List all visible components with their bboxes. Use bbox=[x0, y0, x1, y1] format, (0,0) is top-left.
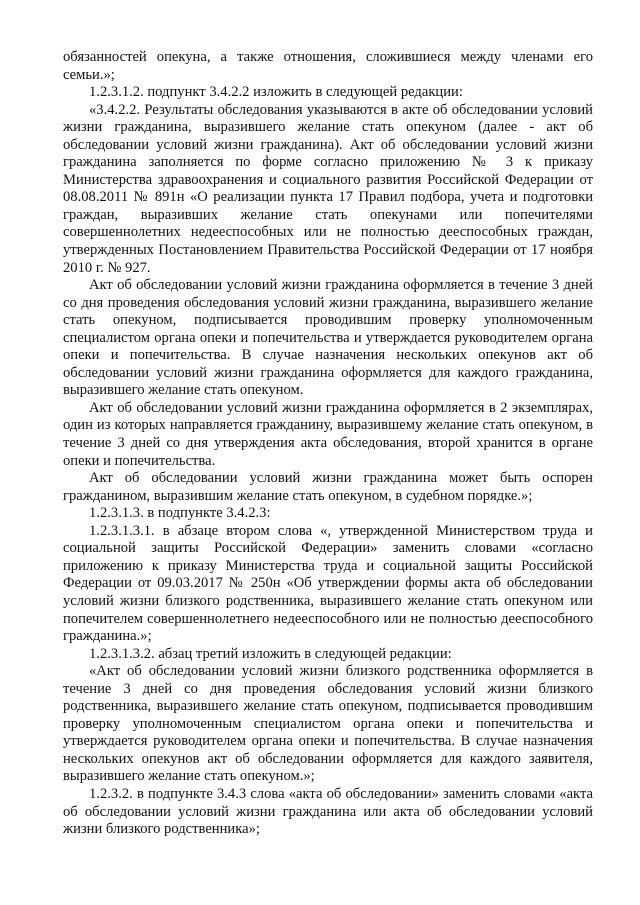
paragraph-3: «3.4.2.2. Результаты обследования указываются в акте об обследовании условий жизни гражданина, выразившего желание стать опекуном (далее - акт об обследовании условий жизни гражданина). Акт об обследовании условий жизни гражданина заполняется по форме согласно приложению № 3 к приказу Министерства здравоохранения и социального развития Российской Федерации от 08.08.2011 № 891н «О реализации пункта 17 Правил подбора, учета и подготовки граждан, выразивших желание стать опекунами или попечителями совершеннолетних недееспособных или не полностью дееспособных граждан, утвержденных Постановлением Правительства Российской Федерации от 17 ноября 2010 г. № 927. bbox=[63, 101, 593, 276]
paragraph-2: 1.2.3.1.2. подпункт 3.4.2.2 изложить в следующей редакции: bbox=[89, 84, 463, 101]
paragraph-7: 1.2.3.1.3. в подпункте 3.4.2.3: bbox=[89, 505, 271, 522]
document-body bbox=[63, 49, 593, 839]
paragraph-1: обязанностей опекуна, а также отношения, сложившиеся между членами его семьи.»; bbox=[63, 49, 593, 83]
paragraph-6: Акт об обследовании условий жизни гражданина может быть оспорен гражданином, выразившим желание стать опекуном, в судебном порядке.»; bbox=[63, 470, 593, 504]
paragraph-4: Акт об обследовании условий жизни гражданина оформляется в течение 3 дней со дня проведения обследования условий жизни гражданина, выразившего желание стать опекуном, подписывается проводившим проверку уполномоченным специалистом органа опеки и попечительства и утверждается руководителем органа опеки и попечительства. В случае назначения нескольких опекунов акт об обследовании условий жизни гражданина оформляется для каждого гражданина, выразившего желание стать опекуном. bbox=[63, 277, 593, 399]
paragraph-11: 1.2.3.2. в подпункте 3.4.3 слова «акта об обследовании» заменить словами «акта об обследовании условий жизни гражданина или акта об обследовании условий жизни близкого родственника»; bbox=[63, 785, 593, 838]
paragraph-10: «Акт об обследовании условий жизни близкого родственника оформляется в течение 3 дней со дня проведения обследования условий жизни близкого родственника, выразившего желание стать опекуном, подписывается проводившим проверку уполномоченным специалистом органа опеки и попечительства и утверждается руководителем органа опеки и попечительства. В случае назначения нескольких опекунов акт об обследовании оформляется для каждого заявителя, выразившего желание стать опекуном.»; bbox=[63, 663, 593, 785]
paragraph-5: Акт об обследовании условий жизни гражданина оформляется в 2 экземплярах, один из которых направляется гражданину, выразившему желание стать опекуном, в течение 3 дней со дня утверждения акта обследования, второй хранится в органе опеки и попечительства. bbox=[63, 399, 593, 469]
paragraph-9: 1.2.3.1.3.2. абзац третий изложить в следующей редакции: bbox=[89, 645, 452, 662]
paragraph-8: 1.2.3.1.3.1. в абзаце втором слова «, утвержденной Министерством труда и социальной защиты Российской Федерации» заменить словами «согласно приложению к приказу Министерства труда и социальной защиты Российской Федерации от 09.03.2017 № 250н «Об утверждении формы акта об обследовании условий жизни близкого родственника, выразившего желание стать опекуном или попечителем совершеннолетнего недееспособного или не полностью дееспособного гражданина.»; bbox=[63, 522, 593, 645]
